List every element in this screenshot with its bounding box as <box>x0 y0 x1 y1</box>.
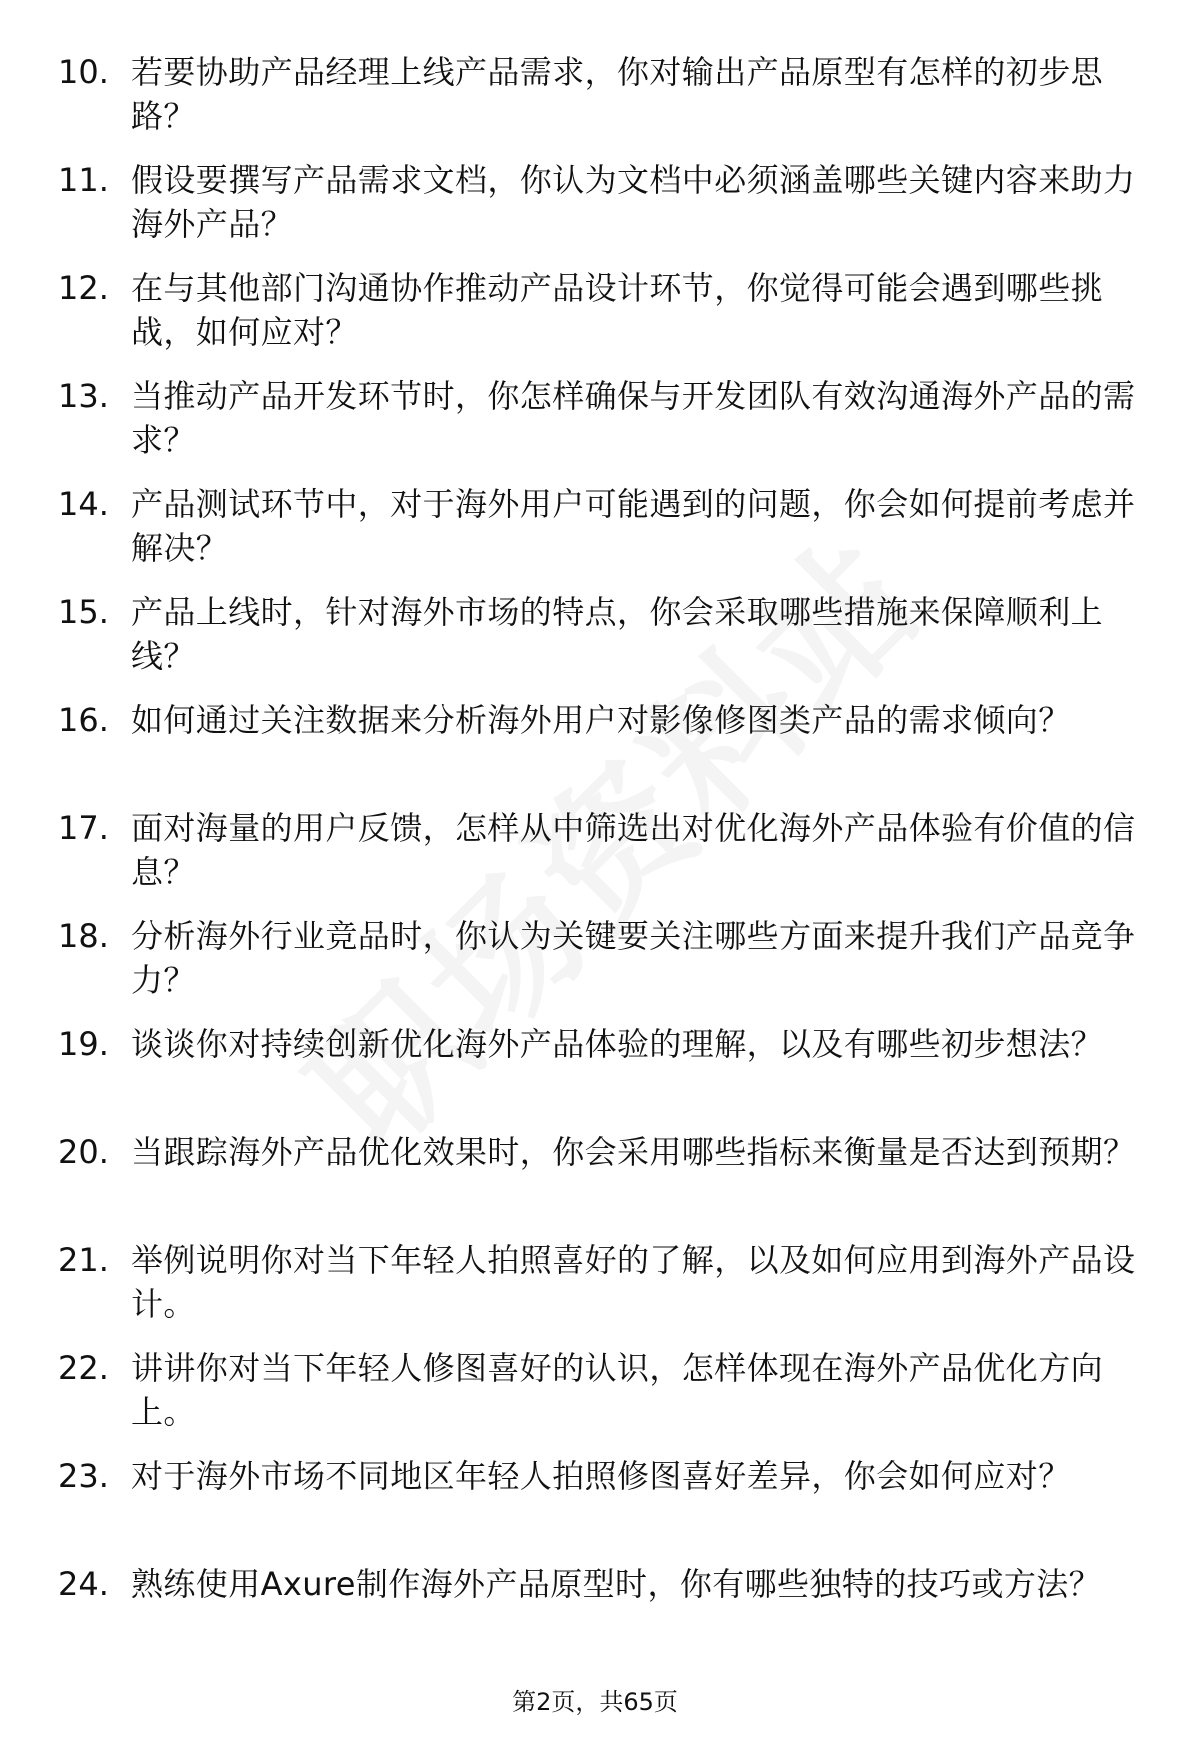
question-text: 当跟踪海外产品优化效果时，你会采用哪些指标来衡量是否达到预期？ <box>131 1133 1136 1171</box>
question-item <box>0 1130 1190 1238</box>
question-item <box>0 158 1190 266</box>
question-text: 产品测试环节中，对于海外用户可能遇到的问题，你会如何提前考虑并解决？ <box>131 485 1136 567</box>
question-number: 12. <box>58 269 109 307</box>
question-text: 分析海外行业竞品时，你认为关键要关注哪些方面来提升我们产品竞争力？ <box>131 917 1136 999</box>
question-number: 19. <box>58 1025 109 1063</box>
question-text: 产品上线时，针对海外市场的特点，你会采取哪些措施来保障顺利上线？ <box>131 593 1104 675</box>
question-text: 讲讲你对当下年轻人修图喜好的认识，怎样体现在海外产品优化方向上。 <box>131 1349 1104 1431</box>
question-item <box>0 698 1190 806</box>
question-number: 20. <box>58 1133 109 1171</box>
question-item <box>0 590 1190 698</box>
question-item <box>0 1346 1190 1454</box>
question-number: 16. <box>58 701 109 739</box>
question-number: 18. <box>58 917 109 955</box>
question-number: 21. <box>58 1241 109 1279</box>
question-number: 22. <box>58 1349 109 1387</box>
question-list <box>0 50 1190 1670</box>
question-text: 面对海量的用户反馈，怎样从中筛选出对优化海外产品体验有价值的信息？ <box>131 809 1136 891</box>
question-text: 在与其他部门沟通协作推动产品设计环节，你觉得可能会遇到哪些挑战，如何应对？ <box>131 269 1104 351</box>
page-footer: 第2页，共65页 <box>512 1688 678 1716</box>
question-item <box>0 1022 1190 1130</box>
question-number: 17. <box>58 809 109 847</box>
question-text: 熟练使用Axure制作海外产品原型时，你有哪些独特的技巧或方法？ <box>131 1565 1102 1603</box>
question-item <box>0 1238 1190 1346</box>
question-number: 10. <box>58 53 109 91</box>
question-item <box>0 374 1190 482</box>
question-item <box>0 1562 1190 1670</box>
question-number: 23. <box>58 1457 109 1495</box>
question-item <box>0 50 1190 158</box>
question-text: 假设要撰写产品需求文档，你认为文档中必须涵盖哪些关键内容来助力海外产品？ <box>131 161 1136 243</box>
question-number: 15. <box>58 593 109 631</box>
question-text: 举例说明你对当下年轻人拍照喜好的了解，以及如何应用到海外产品设计。 <box>131 1241 1136 1323</box>
question-item <box>0 914 1190 1022</box>
question-item <box>0 266 1190 374</box>
question-number: 24. <box>58 1565 109 1603</box>
question-text: 谈谈你对持续创新优化海外产品体验的理解，以及有哪些初步想法？ <box>131 1025 1104 1063</box>
question-number: 11. <box>58 161 109 199</box>
question-item <box>0 1454 1190 1562</box>
question-text: 对于海外市场不同地区年轻人拍照修图喜好差异，你会如何应对？ <box>131 1457 1071 1495</box>
question-item <box>0 482 1190 590</box>
question-number: 14. <box>58 485 109 523</box>
question-text: 若要协助产品经理上线产品需求，你对输出产品原型有怎样的初步思路？ <box>131 53 1104 135</box>
question-text: 如何通过关注数据来分析海外用户对影像修图类产品的需求倾向？ <box>131 701 1071 739</box>
question-number: 13. <box>58 377 109 415</box>
question-item <box>0 806 1190 914</box>
question-text: 当推动产品开发环节时，你怎样确保与开发团队有效沟通海外产品的需求？ <box>131 377 1136 459</box>
